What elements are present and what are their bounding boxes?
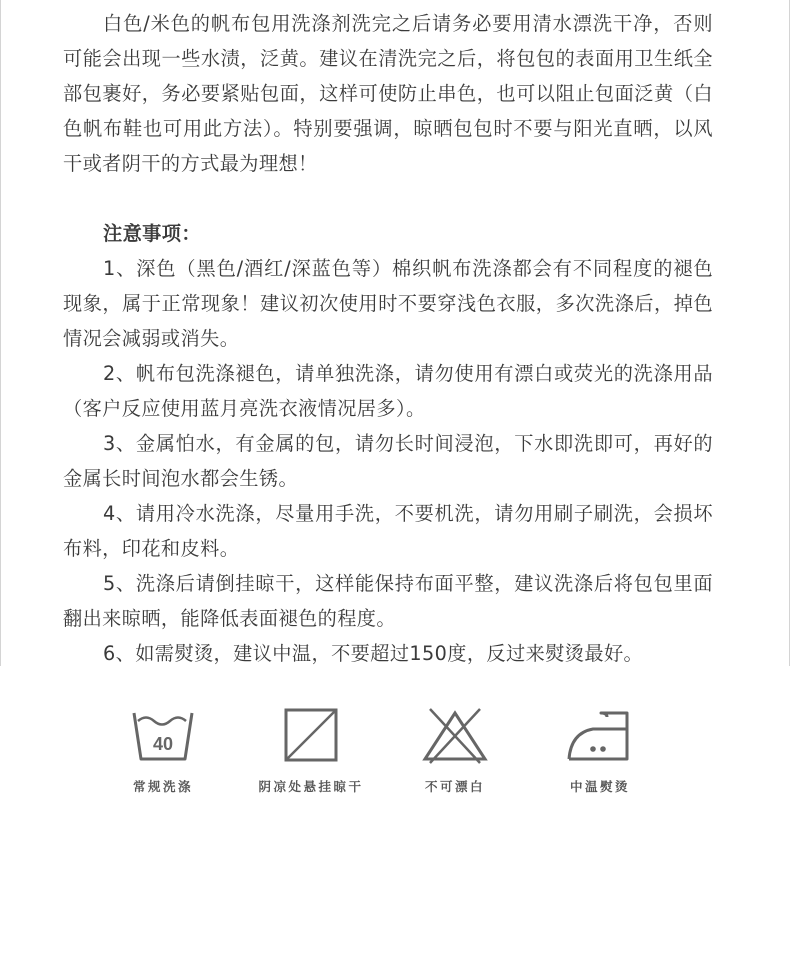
note-item-3: 3、金属怕水，有金属的包，请勿长时间浸泡，下水即洗即可，再好的金属长时间泡水都会生锈。: [63, 432, 713, 490]
notes-heading: 注意事项：: [103, 222, 201, 245]
intro-paragraph: 白色/米色的帆布包用洗涤剂洗完之后请务必要用清水漂洗干净，否则可能会出现一些水渍，泛黄。建议在清洗完之后，将包包的表面用卫生纸全部包裹好，务必要紧贴包面，这样可使防止串色，也可以阻止包面泛黄（白色帆布鞋也可用此方法）。特别要强调，晾晒包包时不要与阳光直晒，以风干或者阴干的方式最为理想！: [63, 12, 713, 175]
wash-temperature: 40: [152, 734, 174, 754]
left-border-line: [0, 0, 1, 666]
care-symbol-bleach: [385, 705, 525, 795]
care-label-wash: 常规洗涤: [132, 779, 193, 794]
care-label-dry: 阴凉处悬挂晾干: [258, 779, 364, 794]
care-symbol-wash: [93, 705, 233, 795]
care-symbols-row: [0, 705, 790, 805]
care-label-bleach: 不可漂白: [424, 779, 485, 794]
note-item-1: 1、深色（黑色/酒红/深蓝色等）棉织帆布洗涤都会有不同程度的褪色现象，属于正常现象！建议初次使用时不要穿浅色衣服，多次洗涤后，掉色情况会减弱或消失。: [63, 257, 713, 350]
note-item-5: 5、洗涤后请倒挂晾干，这样能保持布面平整，建议洗涤后将包包里面翻出来晾晒，能降低表面褪色的程度。: [63, 572, 713, 630]
note-item-4: 4、请用冷水洗涤，尽量用手洗，不要机洗，请勿用刷子刷洗，会损坏布料，印花和皮料。: [63, 502, 713, 560]
note-item-6: 6、如需熨烫，建议中温，不要超过150度，反过来熨烫最好。: [103, 642, 644, 665]
care-instructions: [63, 6, 713, 671]
no-bleach-icon: [420, 705, 490, 765]
dry-shade-icon: [279, 705, 343, 765]
note-item-2: 2、帆布包洗涤褪色，请单独洗涤，请勿使用有漂白或荧光的洗涤用品（客户反应使用蓝月亮洗衣液情况居多）。: [63, 362, 713, 420]
iron-medium-icon: [565, 705, 635, 765]
wash-tub-40-icon: [131, 705, 195, 765]
care-label-iron: 中温熨烫: [569, 779, 630, 794]
care-symbol-dry: [241, 705, 381, 795]
spacer: [63, 181, 713, 216]
care-symbol-iron: [530, 705, 670, 795]
